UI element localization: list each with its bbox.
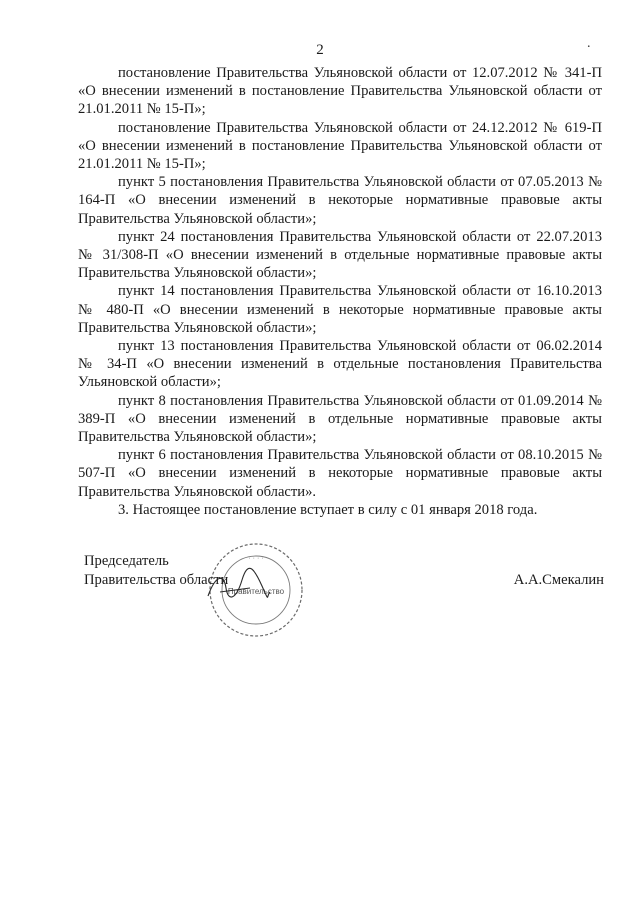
list-item: постановление Правительства Ульяновской области от 24.12.2012 № 619-П «О внесении изменений в постановление Правительства Ульяновской области от 21.01.2011 № 15-П»;: [78, 119, 602, 173]
page-number: 2: [316, 42, 324, 58]
signer-name: А.А.Смекалин: [513, 572, 604, 588]
list-item: пункт 8 постановления Правительства Ульяновской области от 01.09.2014 № 389-П «О внесении изменений в отдельные нормативные правовые акты Правительства Ульяновской области»;: [78, 392, 602, 446]
stamp-text: Правительство: [227, 587, 285, 596]
list-item: пункт 24 постановления Правительства Ульяновской области от 22.07.2013 № 31/308-П «О внесении изменений в отдельные нормативные правовые акты Правительства Ульяновской области»;: [78, 228, 602, 282]
signature-block: [84, 552, 604, 632]
list-item: постановление Правительства Ульяновской области от 12.07.2012 № 341-П «О внесении изменений в постановление Правительства Ульяновской области от 21.01.2011 № 15-П»;: [78, 65, 602, 118]
list-item: пункт 6 постановления Правительства Ульяновской области от 08.10.2015 № 507-П «О внесении изменений в некоторые нормативные правовые акты Правительства Ульяновской области».: [78, 447, 602, 500]
svg-text:· · · ·: · · · ·: [248, 555, 264, 562]
signer-title: [84, 552, 228, 590]
list-item: пункт 5 постановления Правительства Ульяновской области от 07.05.2013 № 164-П «О внесении изменений в некоторые нормативные правовые акты Правительства Ульяновской области»;: [78, 174, 602, 227]
signer-title-line: Председатель: [84, 553, 169, 569]
list-item: пункт 14 постановления Правительства Ульяновской области от 16.10.2013 № 480-П «О внесении изменений в некоторые нормативные правовые акты Правительства Ульяновской области»;: [78, 283, 602, 336]
list-item: пункт 13 постановления Правительства Ульяновской области от 06.02.2014 № 34-П «О внесении изменений в отдельные постановления Правительства Ульяновской области»;: [78, 338, 602, 391]
document-body: [78, 64, 602, 519]
effective-date-clause: 3. Настоящее постановление вступает в силу с 01 января 2018 года.: [118, 501, 538, 518]
corner-mark: .: [587, 36, 591, 51]
signer-title-line: Правительства области: [84, 572, 229, 588]
